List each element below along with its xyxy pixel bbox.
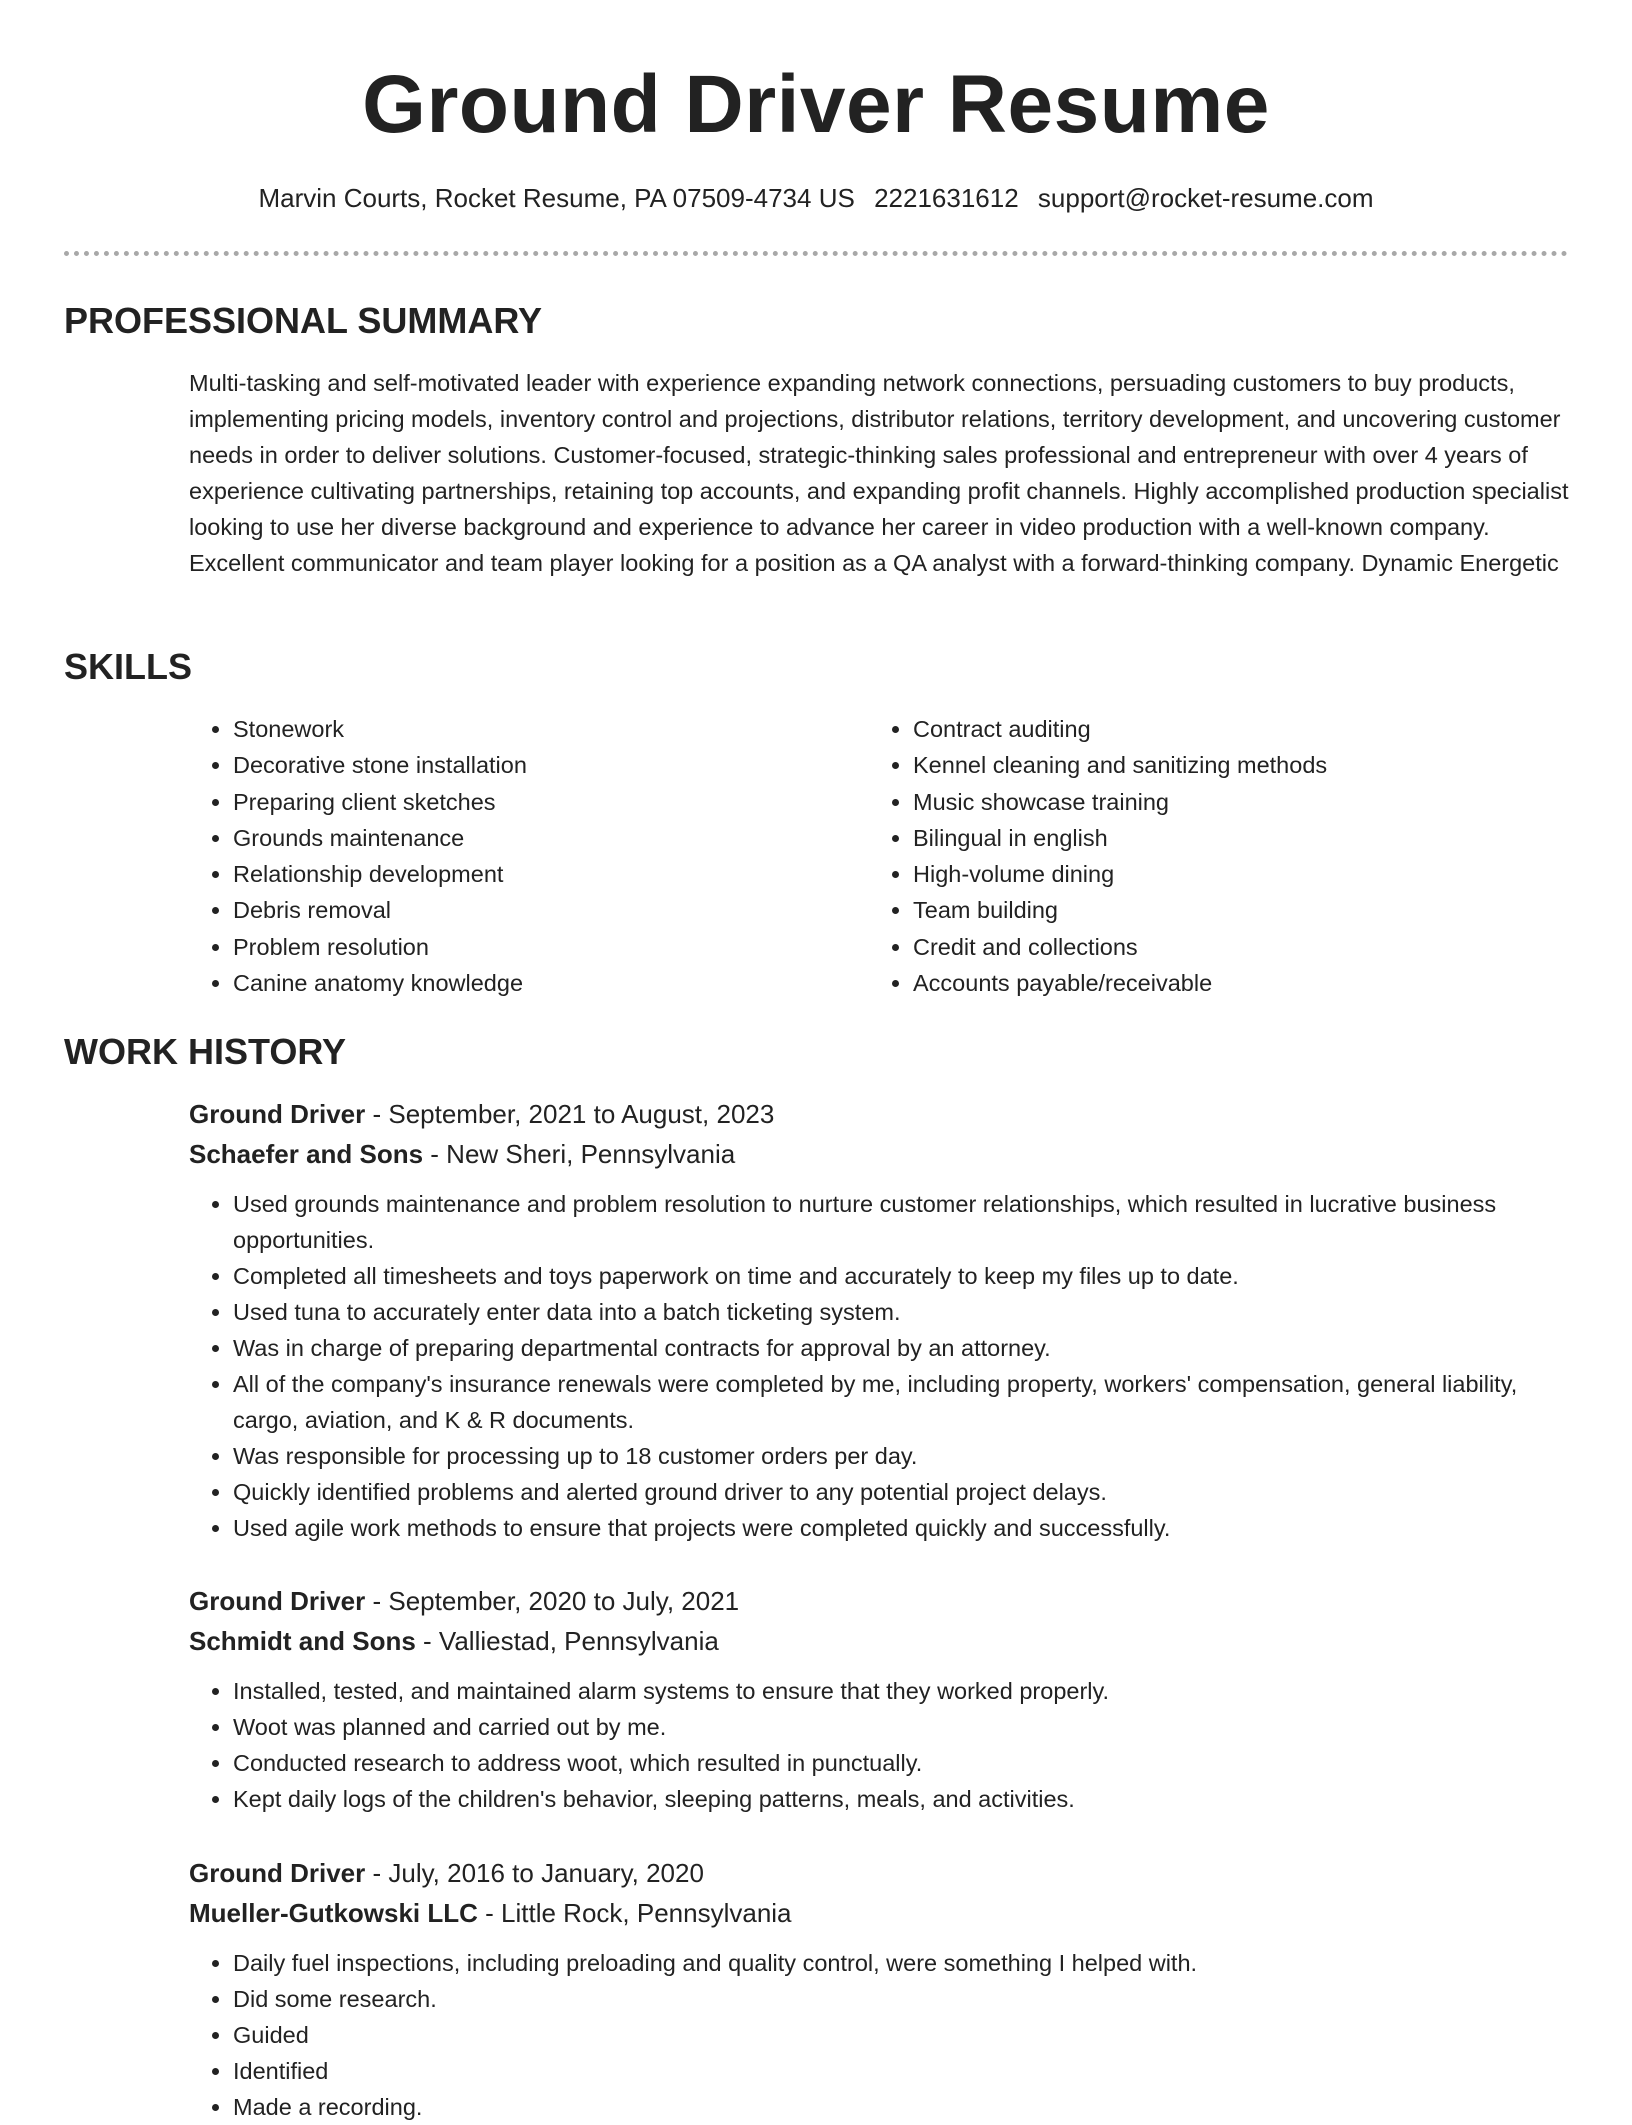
resume-title: Ground Driver Resume bbox=[362, 59, 1270, 150]
job-bullet: • Installed, tested, and maintained alarm systems to ensure that they worked properly. bbox=[233, 1673, 1569, 1709]
job-title: Ground Driver bbox=[189, 1586, 366, 1616]
job-dates: - July, 2016 to January, 2020 bbox=[365, 1858, 704, 1888]
job-company-line bbox=[189, 1134, 1569, 1174]
job-bullet: • Identified bbox=[233, 2053, 1569, 2089]
job-bullet: • Used tuna to accurately enter data into a batch ticketing system. bbox=[233, 1294, 1569, 1330]
job-bullet: • Used grounds maintenance and problem resolution to nurture customer relationships, which resulted in lucrative business opportunities. bbox=[233, 1186, 1569, 1258]
job-dates: - September, 2020 to July, 2021 bbox=[365, 1586, 740, 1616]
job-bullet: • Completed all timesheets and toys paperwork on time and accurately to keep my files up to date. bbox=[233, 1258, 1569, 1294]
job-title-line bbox=[189, 1581, 1569, 1621]
job-location: - New Sheri, Pennsylvania bbox=[423, 1139, 736, 1169]
job-bullet: • Was in charge of preparing departmental contracts for approval by an attorney. bbox=[233, 1330, 1569, 1366]
job-entry bbox=[189, 1581, 1569, 1817]
job-entry bbox=[189, 1853, 1569, 2125]
job-bullet: • Made a recording. bbox=[233, 2089, 1569, 2125]
skills-list-right bbox=[869, 711, 1593, 1001]
skill-item: • Kennel cleaning and sanitizing methods bbox=[913, 747, 1593, 783]
skill-item: • Grounds maintenance bbox=[233, 820, 853, 856]
job-title: Ground Driver bbox=[189, 1858, 366, 1888]
job-bullets bbox=[189, 1673, 1569, 1817]
job-bullet: • All of the company's insurance renewals were completed by me, including property, workers' compensation, general liability, cargo, aviation, and K & R documents. bbox=[233, 1366, 1569, 1438]
job-bullet: • Quickly identified problems and alerted ground driver to any potential project delays. bbox=[233, 1474, 1569, 1510]
summary-text: Multi-tasking and self-motivated leader with experience expanding network connections, persuading customers to buy products, implementing pricing models, inventory control and projections, distributor relations, territory development, and uncovering customer needs in order to deliver solutions. Customer-focused, strategic-thinking sales professional and entrepreneur with over 4 years of experience cultivating partnerships, retaining top accounts, and expanding profit channels. Highly accomplished production specialist looking to use her diverse background and experience to advance her career in video production with a well-known company. Excellent communicator and team player looking for a position as a QA analyst with a forward-thinking company. Dynamic Energetic bbox=[189, 370, 1569, 576]
job-company: Schaefer and Sons bbox=[189, 1139, 424, 1169]
skill-item: • Team building bbox=[913, 892, 1593, 928]
skill-item: • Preparing client sketches bbox=[233, 784, 853, 820]
skill-item: • Stonework bbox=[233, 711, 853, 747]
work-history-heading: WORK HISTORY bbox=[64, 1031, 347, 1072]
job-company-line bbox=[189, 1621, 1569, 1661]
skill-item: • Credit and collections bbox=[913, 929, 1593, 965]
job-bullet: • Used agile work methods to ensure that projects were completed quickly and successfully. bbox=[233, 1510, 1569, 1546]
job-dates: - September, 2021 to August, 2023 bbox=[365, 1099, 775, 1129]
job-title-line bbox=[189, 1094, 1569, 1134]
job-entry bbox=[189, 1094, 1569, 1546]
job-bullet: • Did some research. bbox=[233, 1981, 1569, 2017]
summary-heading: PROFESSIONAL SUMMARY bbox=[64, 300, 543, 341]
skill-item: • Canine anatomy knowledge bbox=[233, 965, 853, 1001]
skill-item: • Music showcase training bbox=[913, 784, 1593, 820]
contact-email: support@rocket-resume.com bbox=[1037, 183, 1374, 213]
job-title: Ground Driver bbox=[189, 1099, 366, 1129]
skill-item: • Contract auditing bbox=[913, 711, 1593, 747]
contact-phone: 2221631612 bbox=[874, 183, 1019, 213]
skill-item: • Accounts payable/receivable bbox=[913, 965, 1593, 1001]
skills-heading: SKILLS bbox=[64, 646, 193, 687]
skill-item: • Problem resolution bbox=[233, 929, 853, 965]
job-bullet: • Conducted research to address woot, which resulted in punctually. bbox=[233, 1745, 1569, 1781]
contact-line bbox=[0, 180, 1632, 216]
job-company: Mueller-Gutkowski LLC bbox=[189, 1898, 478, 1928]
job-bullet: • Daily fuel inspections, including preloading and quality control, were something I helped with. bbox=[233, 1945, 1569, 1981]
job-location: - Little Rock, Pennsylvania bbox=[477, 1898, 792, 1928]
skill-item: • Decorative stone installation bbox=[233, 747, 853, 783]
skill-item: • High-volume dining bbox=[913, 856, 1593, 892]
header-divider bbox=[64, 251, 1568, 256]
contact-address: Marvin Courts, Rocket Resume, PA 07509-4734 US bbox=[258, 183, 855, 213]
job-title-line bbox=[189, 1853, 1569, 1893]
job-bullets bbox=[189, 1945, 1569, 2125]
skill-item: • Relationship development bbox=[233, 856, 853, 892]
job-company-line bbox=[189, 1893, 1569, 1933]
skill-item: • Debris removal bbox=[233, 892, 853, 928]
job-bullet: • Was responsible for processing up to 18 customer orders per day. bbox=[233, 1438, 1569, 1474]
job-bullet: • Kept daily logs of the children's behavior, sleeping patterns, meals, and activities. bbox=[233, 1781, 1569, 1817]
job-bullet: • Guided bbox=[233, 2017, 1569, 2053]
job-location: - Valliestad, Pennsylvania bbox=[415, 1626, 719, 1656]
skills-list-left bbox=[189, 711, 853, 1001]
skill-item: • Bilingual in english bbox=[913, 820, 1593, 856]
job-company: Schmidt and Sons bbox=[189, 1626, 416, 1656]
job-bullets bbox=[189, 1186, 1569, 1546]
job-bullet: • Woot was planned and carried out by me. bbox=[233, 1709, 1569, 1745]
